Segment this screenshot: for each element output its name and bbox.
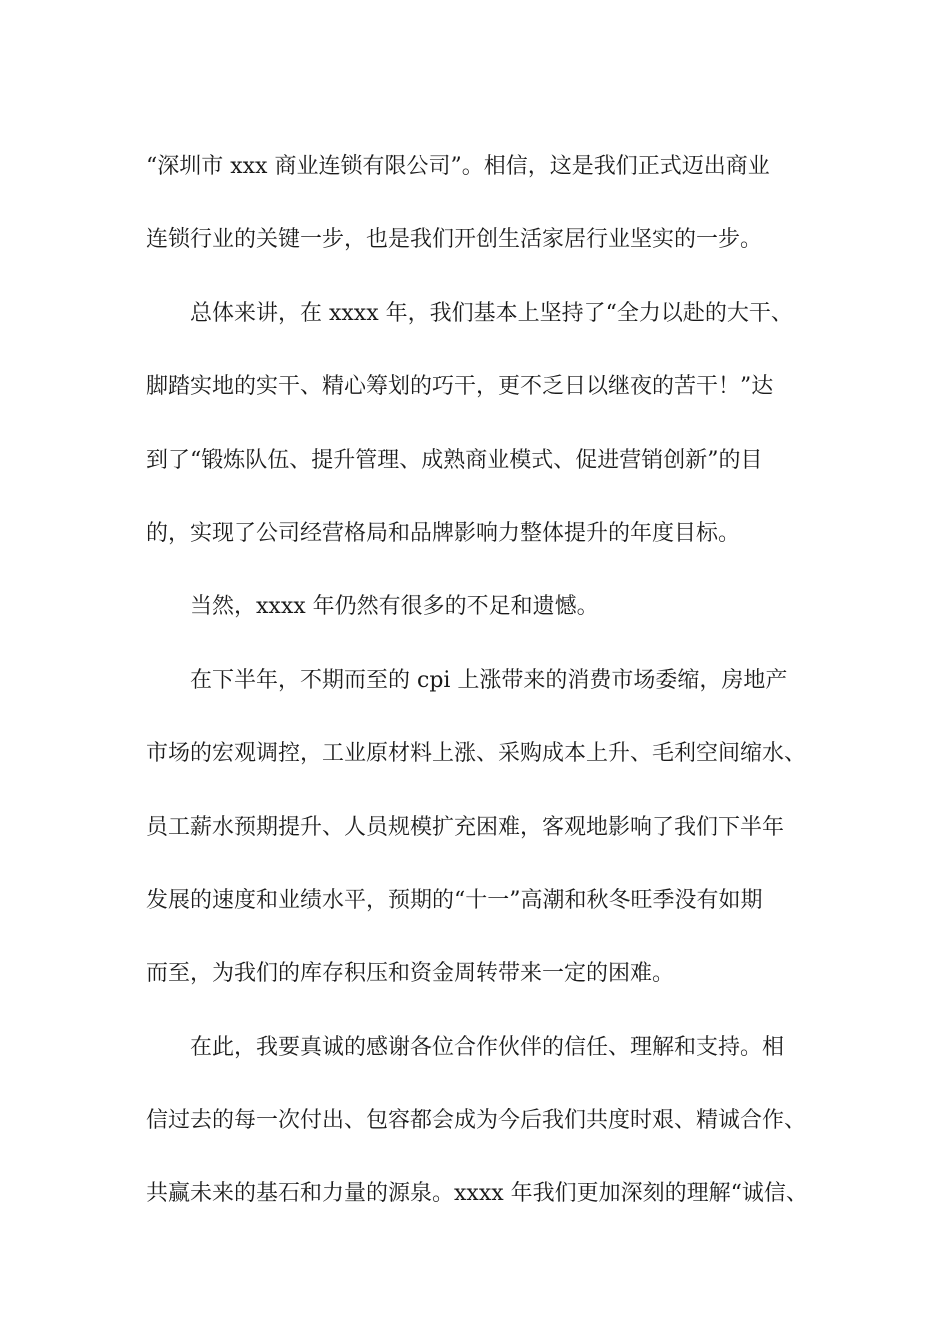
paragraph-3 (146, 570, 846, 643)
document-body (146, 130, 846, 1231)
text-line: 在下半年，不期而至的 cpi 上涨带来的消费市场委缩，房地产 (190, 667, 788, 693)
paragraph-4 (146, 644, 846, 1011)
text-line: 的，实现了公司经营格局和品牌影响力整体提升的年度目标。 (146, 520, 741, 546)
text-line: 当然，xxxx 年仍然有很多的不足和遗憾。 (190, 594, 599, 620)
text-line: 发展的速度和业绩水平，预期的“十一”高潮和秋冬旺季没有如期 (146, 887, 763, 913)
text-line: 市场的宏观调控，工业原材料上涨、采购成本上升、毛利空间缩水、 (146, 741, 807, 767)
paragraph-2 (146, 277, 846, 571)
text-line: 连锁行业的关键一步，也是我们开创生活家居行业坚实的一步。 (146, 227, 763, 253)
text-line: 到了“锻炼队伍、提升管理、成熟商业模式、促进营销创新”的目 (146, 447, 763, 473)
text-line: 而至，为我们的库存积压和资金周转带来一定的困难。 (146, 961, 675, 987)
paragraph-1 (146, 130, 846, 277)
text-line: 在此，我要真诚的感谢各位合作伙伴的信任、理解和支持。相 (190, 1034, 785, 1060)
paragraph-5 (146, 1011, 846, 1231)
text-line: 脚踏实地的实干、精心筹划的巧干，更不乏日以继夜的苦干！”达 (146, 374, 774, 400)
text-line: 员工薪水预期提升、人员规模扩充困难，客观地影响了我们下半年 (146, 814, 785, 840)
text-line: 共赢未来的基石和力量的源泉。xxxx 年我们更加深刻的理解“诚信、 (146, 1181, 808, 1207)
text-line: “深圳市 xxx 商业连锁有限公司”。相信，这是我们正式迈出商业 (146, 154, 770, 179)
text-line: 总体来讲，在 xxxx 年，我们基本上坚持了“全力以赴的大干、 (190, 300, 793, 326)
text-line: 信过去的每一次付出、包容都会成为今后我们共度时艰、精诚合作、 (146, 1108, 807, 1134)
